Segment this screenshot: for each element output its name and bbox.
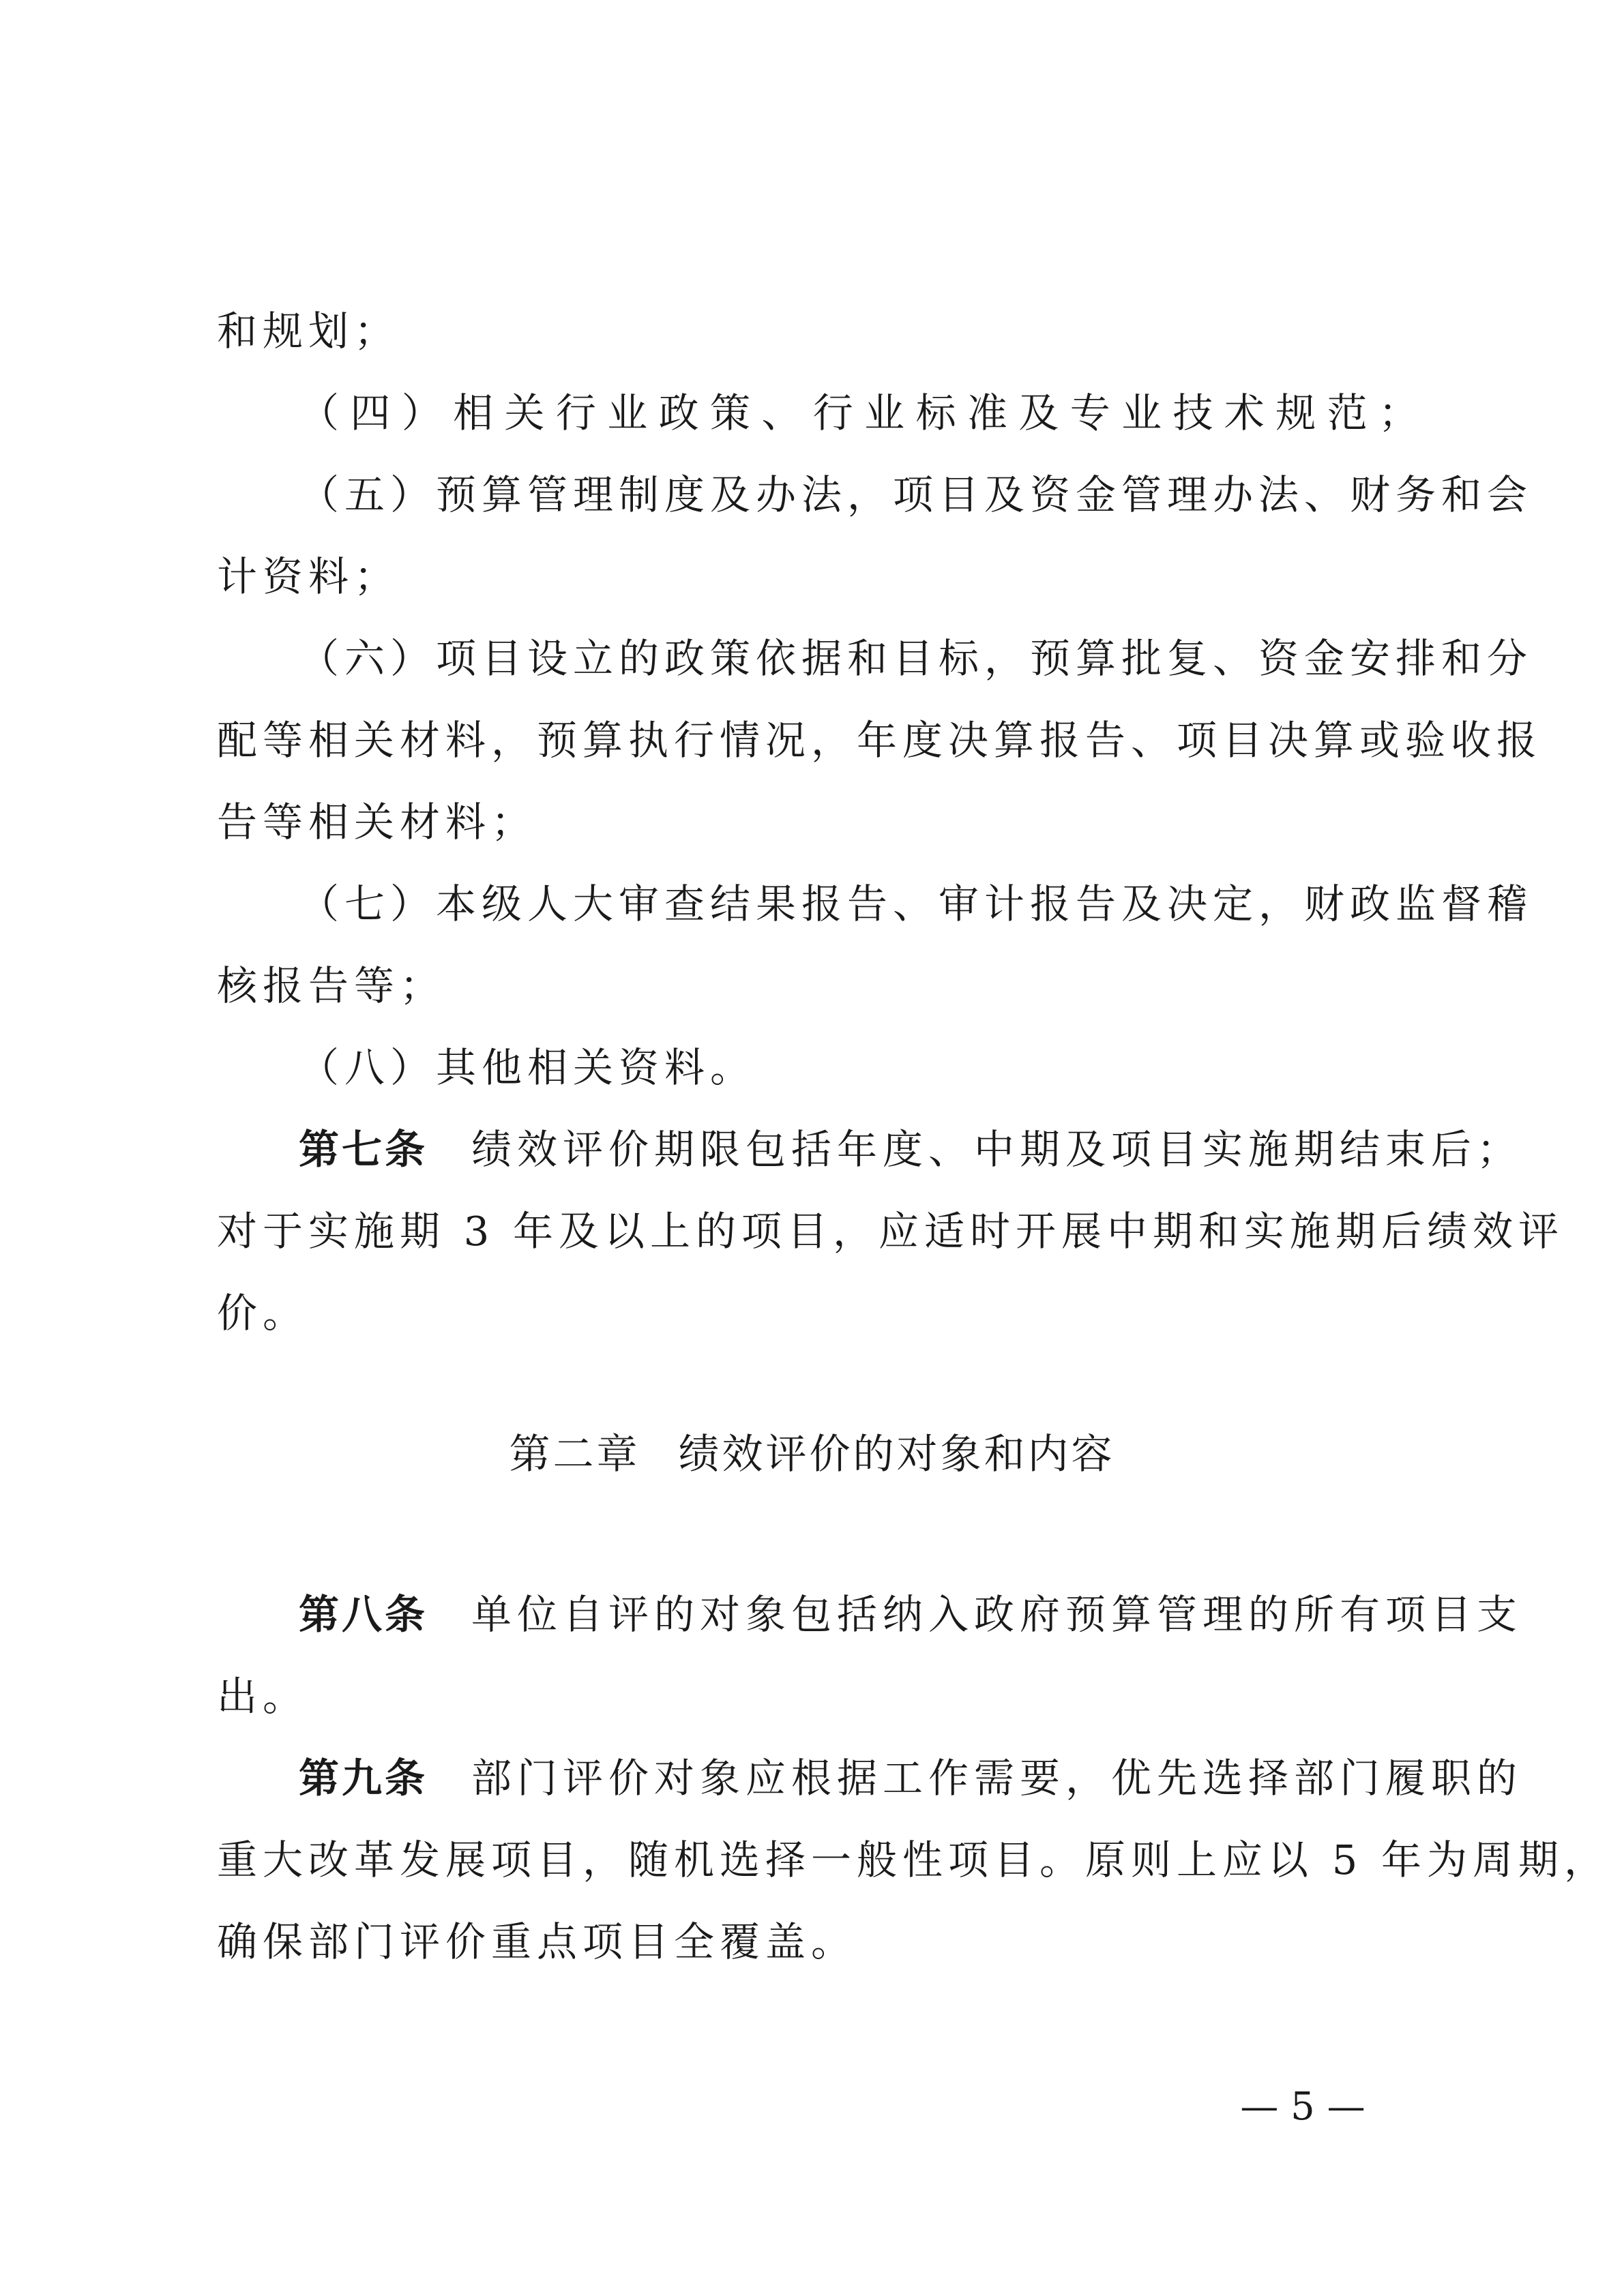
- article-8-line: [299, 1587, 1523, 1642]
- text-line: 配等相关材料，预算执行情况，年度决算报告、项目决算或验收报: [217, 717, 1543, 764]
- list-item-6: （六）项目设立的政策依据和目标，预算批复、资金安排和分: [299, 635, 1533, 682]
- article-9-label: 第九条: [299, 1755, 428, 1802]
- list-item-5: （五）预算管理制度及办法，项目及资金管理办法、财务和会: [299, 471, 1533, 518]
- text-line: 重大改革发展项目，随机选择一般性项目。原则上应以 5 年为周期，: [217, 1836, 1610, 1883]
- chapter-number: 第二章: [509, 1431, 640, 1478]
- article-7-text: 绩效评价期限包括年度、中期及项目实施期结束后；: [471, 1126, 1523, 1173]
- article-7-line: [299, 1122, 1523, 1177]
- list-item-7: （七）本级人大审查结果报告、审计报告及决定，财政监督稽: [299, 880, 1533, 927]
- text-line: 核报告等；: [217, 962, 446, 1009]
- list-item-4: （四）相关行业政策、行业标准及专业技术规范；: [299, 389, 1424, 436]
- text-line: 确保部门评价重点项目全覆盖。: [217, 1918, 857, 1965]
- text-line: 计资料；: [217, 553, 400, 600]
- chapter-title: 绩效评价的对象和内容: [678, 1431, 1115, 1478]
- list-item-8: （八）其他相关资料。: [299, 1044, 756, 1091]
- article-7-label: 第七条: [299, 1126, 428, 1173]
- article-9-line: [299, 1751, 1523, 1806]
- page-number: — 5 —: [1240, 2085, 1365, 2129]
- chapter-heading: [0, 1424, 1624, 1485]
- text-line: 出。: [217, 1673, 309, 1720]
- article-8-label: 第八条: [299, 1591, 428, 1638]
- article-9-text: 部门评价对象应根据工作需要，优先选择部门履职的: [471, 1755, 1523, 1802]
- text-line: 对于实施期 3 年及以上的项目，应适时开展中期和实施期后绩效评: [217, 1208, 1565, 1255]
- text-line: 价。: [217, 1289, 309, 1337]
- article-8-text: 单位自评的对象包括纳入政府预算管理的所有项目支: [471, 1591, 1523, 1638]
- text-line: 告等相关材料；: [217, 799, 537, 846]
- text-line: 和规划；: [217, 308, 400, 355]
